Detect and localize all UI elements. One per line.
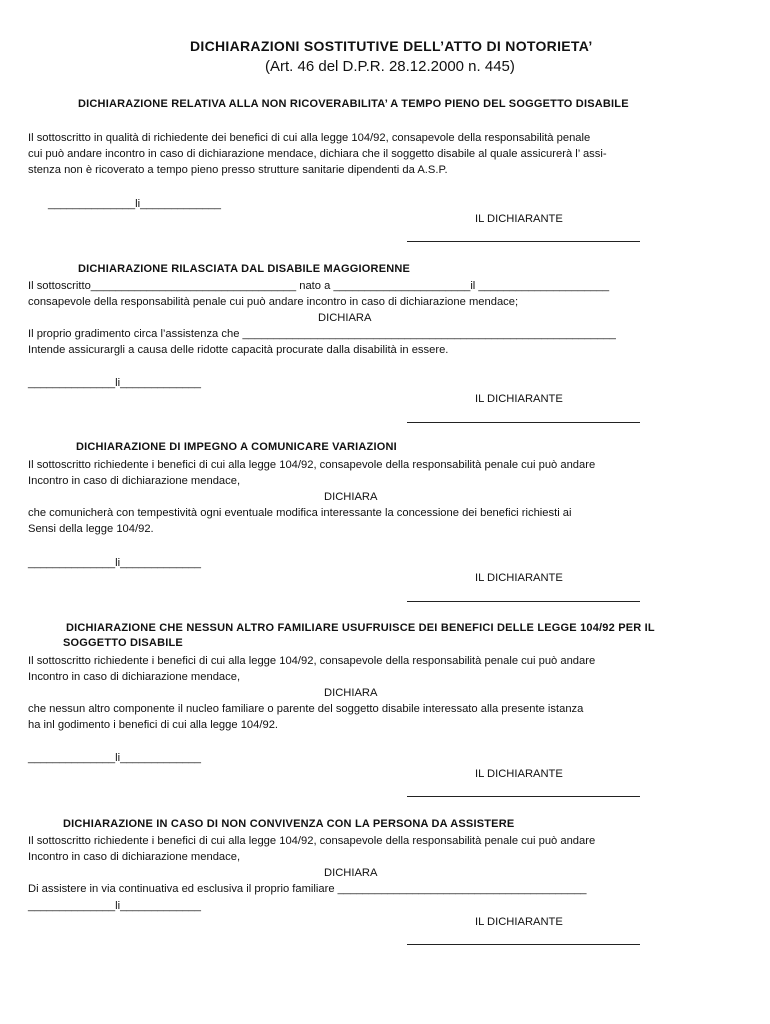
section-3-heading: DICHIARAZIONE DI IMPEGNO A COMUNICARE VARIAZIONI — [76, 441, 397, 453]
section-5-text-line: Il sottoscritto richiedente i benefici di cui alla legge 104/92, consapevole della responsabilità penale cui può andare — [28, 835, 596, 847]
signer-label: IL DICHIARANTE — [475, 916, 563, 928]
document-subtitle: (Art. 46 del D.P.R. 28.12.2000 n. 445) — [265, 58, 515, 75]
signature-line[interactable] — [407, 422, 640, 423]
section-3-text-line: che comunicherà con tempestività ogni eventuale modifica interessante la concessione dei benefici richiesti ai — [28, 507, 572, 519]
section-2-text-line: consapevole della responsabilità penale cui può andare incontro in caso di dichiarazione mendace; — [28, 296, 519, 308]
section-2-name-field[interactable]: Il sottoscritto_________________________________ nato a ______________________il _____________________ — [28, 280, 610, 292]
document-title: DICHIARAZIONI SOSTITUTIVE DELL’ATTO DI NOTORIETA’ — [190, 38, 593, 54]
section-4-text-line: Incontro in caso di dichiarazione mendace, — [28, 671, 241, 683]
signature-line[interactable] — [407, 601, 640, 602]
section-5-text-line: Incontro in caso di dichiarazione mendace, — [28, 851, 241, 863]
section-3-text-line: Sensi della legge 104/92. — [28, 523, 154, 535]
dichiara-label: DICHIARA — [318, 312, 372, 324]
signature-line[interactable] — [407, 796, 640, 797]
place-date-field[interactable]: ______________li_____________ — [28, 752, 201, 764]
section-1-heading: DICHIARAZIONE RELATIVA ALLA NON RICOVERABILITA’ A TEMPO PIENO DEL SOGGETTO DISABILE — [78, 98, 629, 110]
signer-label: IL DICHIARANTE — [475, 768, 563, 780]
signer-label: IL DICHIARANTE — [475, 393, 563, 405]
section-4-text-line: Il sottoscritto richiedente i benefici di cui alla legge 104/92, consapevole della responsabilità penale cui può andare — [28, 655, 596, 667]
place-date-field[interactable]: ______________li_____________ — [28, 557, 201, 569]
section-4-heading: DICHIARAZIONE CHE NESSUN ALTRO FAMILIARE USUFRUISCE DEI BENEFICI DELLE LEGGE 104/92 PER IL — [66, 622, 655, 634]
section-4-heading-cont: SOGGETTO DISABILE — [63, 637, 183, 649]
section-4-text-line: che nessun altro componente il nucleo familiare o parente del soggetto disabile interessato alla presente istanza — [28, 703, 584, 715]
place-date-field[interactable]: ______________li_____________ — [28, 377, 201, 389]
signature-line[interactable] — [407, 241, 640, 242]
section-3-text-line: Incontro in caso di dichiarazione mendace, — [28, 475, 241, 487]
section-5-heading: DICHIARAZIONE IN CASO DI NON CONVIVENZA CON LA PERSONA DA ASSISTERE — [63, 818, 515, 830]
section-3-text-line: Il sottoscritto richiedente i benefici di cui alla legge 104/92, consapevole della responsabilità penale cui può andare — [28, 459, 596, 471]
section-5-family-field[interactable]: Di assistere in via continuativa ed esclusiva il proprio familiare ________________________________________ — [28, 883, 587, 895]
place-date-field[interactable]: ______________li_____________ — [48, 198, 221, 210]
dichiara-label: DICHIARA — [324, 867, 378, 879]
dichiara-label: DICHIARA — [324, 491, 378, 503]
section-2-assistance-field[interactable]: Il proprio gradimento circa l’assistenza che ____________________________________________________________ — [28, 328, 616, 340]
place-date-field[interactable]: ______________li_____________ — [28, 900, 201, 912]
section-2-heading: DICHIARAZIONE RILASCIATA DAL DISABILE MAGGIORENNE — [78, 263, 411, 275]
section-2-text-line: Intende assicurargli a causa delle ridotte capacità procurate dalla disabilità in essere. — [28, 344, 449, 356]
section-4-text-line: ha inl godimento i benefici di cui alla legge 104/92. — [28, 719, 279, 731]
dichiara-label: DICHIARA — [324, 687, 378, 699]
signer-label: IL DICHIARANTE — [475, 572, 563, 584]
signer-label: IL DICHIARANTE — [475, 213, 563, 225]
section-1-text-line: Il sottoscritto in qualità di richiedente dei benefici di cui alla legge 104/92, consapevole della responsabilità penale — [28, 132, 591, 144]
section-1-text-line: stenza non è ricoverato a tempo pieno presso strutture sanitarie dipendenti da A.S.P. — [28, 164, 448, 176]
section-1-text-line: cui può andare incontro in caso di dichiarazione mendace, dichiara che il soggetto disabile al quale assicurerà l’ assi- — [28, 148, 607, 160]
signature-line[interactable] — [407, 944, 640, 945]
